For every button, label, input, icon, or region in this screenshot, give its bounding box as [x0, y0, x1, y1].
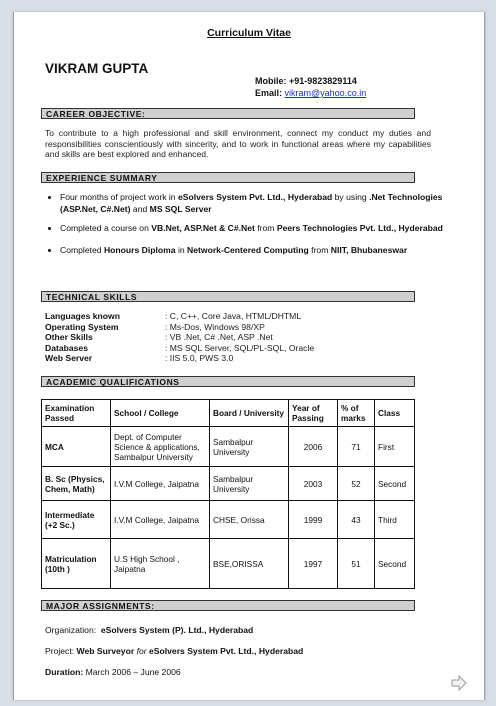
contact-block [255, 75, 366, 99]
skill-row: Languages known : C, C++, Core Java, HTML/DHTML [45, 311, 302, 321]
skill-row: Operating System : Ms-Dos, Windows 98/XP [45, 321, 265, 332]
table-row: Intermediate (+2 Sc.) I.V.M College, Jaipatna CHSE, Orissa 1999 43 Third [42, 501, 415, 539]
section-experience-summary: EXPERIENCE SUMMARY [41, 172, 415, 183]
organization-line: Organization: eSolvers System (P). Ltd., Hyderabad [45, 625, 254, 635]
academic-table [41, 399, 415, 589]
skill-row: Databases : MS SQL Server, SQL/PL-SQL, Oracle [45, 342, 315, 353]
candidate-name: VIKRAM GUPTA [45, 61, 149, 76]
document-title: Curriculum Vitae [207, 27, 291, 39]
table-row: MCA Dept. of Computer Science & applications, Sambalpur University Sambalpur University 2006 71 First [42, 427, 415, 467]
assignments-block [45, 620, 303, 683]
section-academic: ACADEMIC QUALIFICATIONS [41, 376, 415, 387]
table-header-row: Examination Passed School / College Board / University Year of Passing % of marks Class [42, 400, 415, 427]
section-career-objective: CAREER OBJECTIVE: [41, 108, 415, 119]
resume-page [13, 12, 485, 700]
project-line: Project: Web Surveyor for eSolvers System Pvt. Ltd., Hyderabad [45, 646, 304, 656]
email-link[interactable]: vikram@yahoo.co.in [284, 88, 367, 98]
technical-skills [45, 311, 314, 364]
experience-item: • Four months of project work in eSolvers System Pvt. Ltd., Hyderabad by using .Net Technologies (ASP.Net, C#.Net) and MS SQL Server [60, 192, 470, 215]
section-technical-skills: TECHNICAL SKILLS [41, 291, 415, 302]
table-row: Matriculation (10th ) U.S High School , Jaipatna BSE,ORISSA 1997 51 Second [42, 539, 415, 589]
mobile-label: Mobile: [255, 76, 287, 86]
skill-row: Other Skills : VB .Net, C# .Net, ASP .Net [45, 332, 273, 342]
next-arrow-icon[interactable] [450, 674, 468, 692]
skill-row: Web Server : IIS 5.0, PWS 3.0 [45, 353, 234, 363]
experience-item: • Completed Honours Diploma in Network-Centered Computing from NIIT, Bhubaneswar [60, 245, 470, 257]
email-label: Email: [255, 88, 283, 98]
mobile-number: +91-9823829114 [289, 76, 357, 86]
objective-text: To contribute to a high professional and skill environment, connect my conduct my duties and responsibilities conscientiously with sincerity, and to work in functional areas where my capabilities and skills are best explored and enhanced. [45, 128, 431, 159]
experience-list [44, 192, 470, 256]
duration-line: Duration: March 2006 – June 2006 [45, 667, 181, 677]
experience-item: • Completed a course on VB.Net, ASP.Net & C#.Net from Peers Technologies Pvt. Ltd., Hyderabad [60, 223, 470, 235]
section-major-assignments: MAJOR ASSIGNMENTS: [41, 600, 415, 611]
table-row: B. Sc (Physics, Chem, Math) I.V.M College, Jaipatna Sambalpur University 2003 52 Second [42, 467, 415, 501]
stray-dot: . [316, 96, 319, 105]
